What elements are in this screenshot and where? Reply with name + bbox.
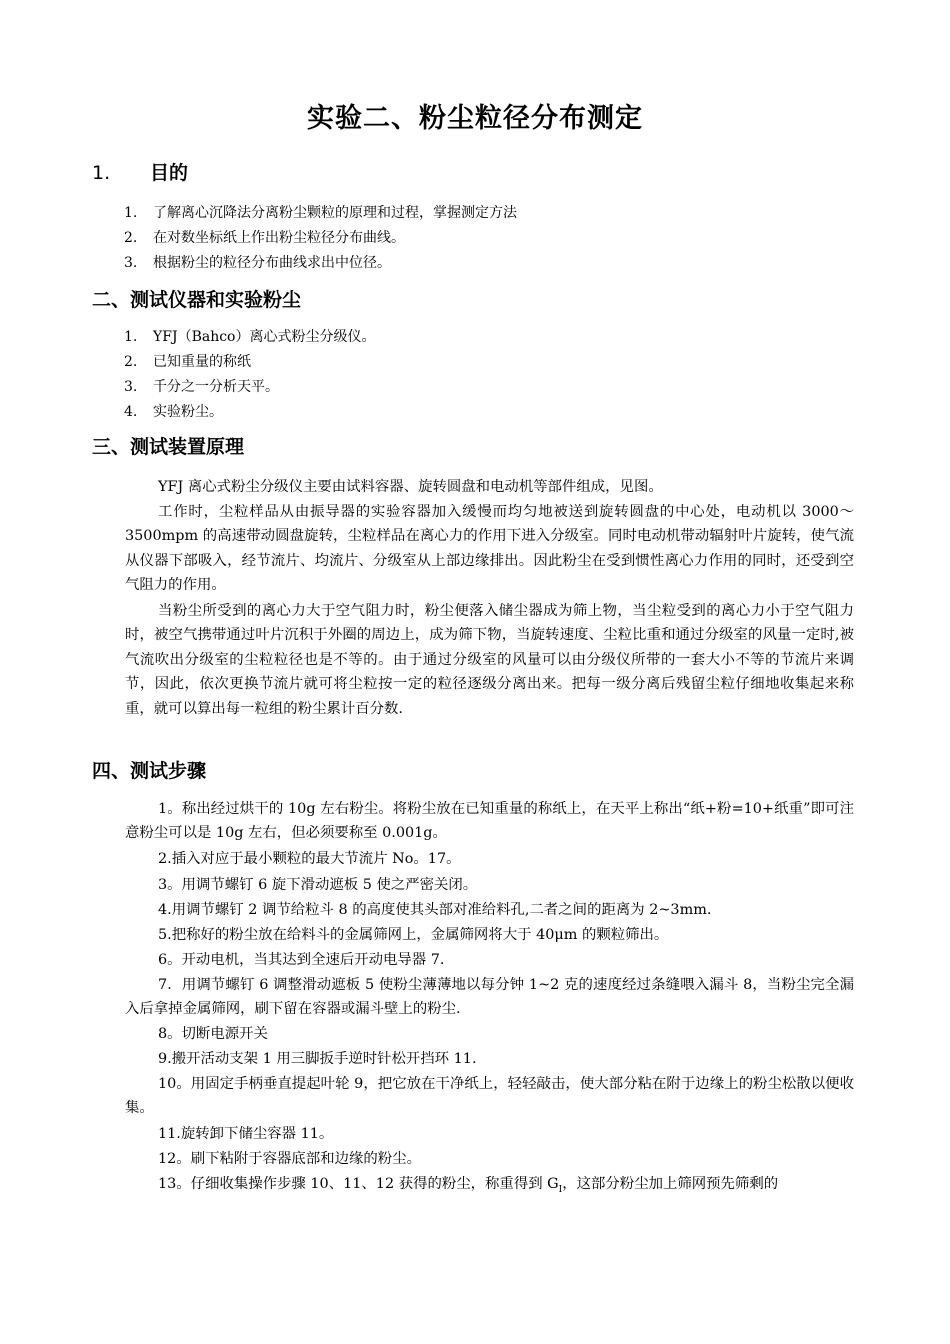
paragraph: 工作时，尘粒样品从由振导器的实验容器加入缓慢而均匀地被送到旋转圆盘的中心处，电动机以 3000～3500mpm 的高速带动圆盘旋转，尘粒样品在离心力的作用下进入分级室。同时电动机带动辐射叶片旋转，使气流从仪器下部吸入，经节流片、均流片、分级室从上部边缘排出。因此粉尘在受到惯性离心力作用的同时，还受到空气阻力的作用。 bbox=[125, 504, 854, 594]
step-item: 11.旋转卸下储尘容器 11。 bbox=[158, 1126, 334, 1142]
step-item bbox=[125, 1172, 854, 1202]
list-item bbox=[124, 378, 279, 396]
list-number: 4. bbox=[124, 404, 138, 420]
step-item: 9.搬开活动支架 1 用三脚扳手逆时针松开挡环 11. bbox=[158, 1051, 477, 1067]
list-number: 3. bbox=[124, 255, 138, 271]
step-item: 10。用固定手柄垂直提起叶轮 9，把它放在干净纸上，轻轻敲击，使大部分粘在附于边缘上的粉尘松散以便收集。 bbox=[125, 1076, 854, 1117]
section-number: 1. bbox=[92, 162, 111, 184]
step-text: 13。仔细收集操作步骤 10、11、12 获得的粉尘，称重得到 G bbox=[158, 1176, 559, 1192]
step-item: 7．用调节螺钉 6 调整滑动遮板 5 使粉尘薄薄地以每分钟 1~2 克的速度经过条缝喂入漏斗 8，当粉尘完全漏入后拿掉金属筛网，刷下留在容器或漏斗壁上的粉尘. bbox=[125, 977, 854, 1018]
list-text: 已知重量的称纸 bbox=[153, 354, 251, 370]
list-item bbox=[124, 254, 391, 272]
section-heading-principle: 三、测试装置原理 bbox=[92, 436, 245, 458]
section-heading-instruments: 二、测试仪器和实验粉尘 bbox=[92, 289, 302, 311]
step-item: 3。用调节螺钉 6 旋下滑动遮板 5 使之严密关闭。 bbox=[158, 877, 478, 893]
paragraph: YFJ 离心式粉尘分级仪主要由试料容器、旋转圆盘和电动机等部件组成，见图。 bbox=[158, 479, 663, 495]
step-item: 6。开动电机，当其达到全速后开动电导器 7. bbox=[158, 952, 445, 968]
step-item: 5.把称好的粉尘放在给料斗的金属筛网上，金属筛网将大于 40μm 的颗粒筛出。 bbox=[158, 927, 669, 943]
list-text: YFJ（Bahco）离心式粉尘分级仪。 bbox=[153, 329, 376, 345]
list-number: 3. bbox=[124, 379, 138, 395]
step-item: 8。切断电源开关 bbox=[158, 1026, 268, 1042]
step-item: 1。称出经过烘干的 10g 左右粉尘。将粉尘放在已知重量的称纸上，在天平上称出“纸+粉=10+纸重”即可注意粉尘可以是 10g 左右，但必须要称至 0.001g。 bbox=[125, 801, 854, 842]
section-heading-steps: 四、测试步骤 bbox=[92, 760, 207, 782]
list-text: 千分之一分析天平。 bbox=[153, 379, 279, 395]
page-title: 实验二、粉尘粒径分布测定 bbox=[307, 103, 643, 134]
list-text: 根据粉尘的粒径分布曲线求出中位径。 bbox=[153, 255, 391, 271]
list-item bbox=[124, 204, 517, 222]
list-text: 了解离心沉降法分离粉尘颗粒的原理和过程，掌握测定方法 bbox=[153, 205, 517, 221]
list-item bbox=[124, 328, 376, 346]
list-number: 2. bbox=[124, 354, 138, 370]
list-item bbox=[124, 403, 223, 421]
step-item: 4.用调节螺钉 2 调节给粒斗 8 的高度使其头部对准给料孔,二者之间的距离为 2~3mm. bbox=[158, 902, 712, 918]
list-number: 1. bbox=[124, 205, 138, 221]
paragraph: 当粉尘所受到的离心力大于空气阻力时，粉尘便落入储尘器成为筛上物，当尘粒受到的离心力小于空气阻力时，被空气携带通过叶片沉积于外圈的周边上，成为筛下物，当旋转速度、尘粒比重和通过分级室的风量一定时,被气流吹出分级室的尘粒粒径也是不等的。由于通过分级室的风量可以由分级仪所带的一套大小不等的节流片来调节，因此，依次更换节流片就可将尘粒按一定的粒径逐级分离出来。把每一级分离后残留尘粒仔细地收集起来称重，就可以算出每一粒组的粉尘累计百分数. bbox=[125, 603, 854, 717]
list-item bbox=[124, 353, 251, 371]
list-number: 1. bbox=[124, 329, 138, 345]
section-title: 目的 bbox=[150, 162, 189, 184]
list-text: 在对数坐标纸上作出粉尘粒径分布曲线。 bbox=[153, 230, 405, 246]
step-item: 12。刷下粘附于容器底部和边缘的粉尘。 bbox=[158, 1151, 421, 1167]
step-text: ，这部分粉尘加上筛网预先筛剩的 bbox=[562, 1176, 779, 1192]
subscript: I bbox=[558, 1184, 563, 1195]
section-heading-purpose bbox=[92, 158, 188, 185]
step-item: 2.插入对应于最小颗粒的最大节流片 No。17。 bbox=[158, 851, 461, 867]
list-number: 2. bbox=[124, 230, 138, 246]
list-text: 实验粉尘。 bbox=[153, 404, 223, 420]
list-item bbox=[124, 229, 405, 247]
